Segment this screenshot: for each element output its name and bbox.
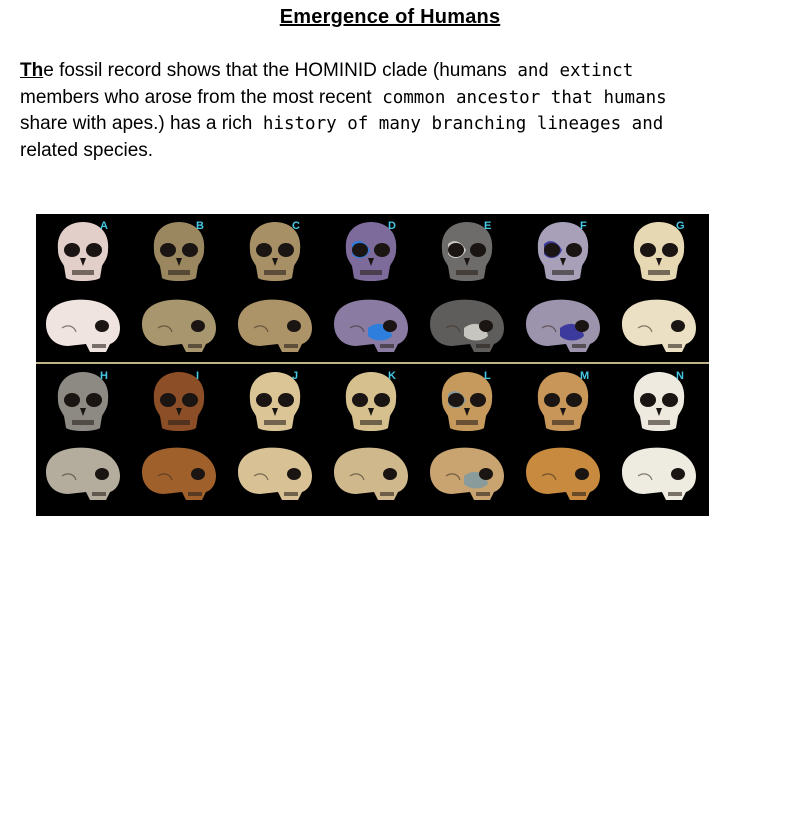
specimen-D xyxy=(326,214,422,362)
specimen-label: F xyxy=(580,220,587,232)
hominid-skull-figure xyxy=(36,214,709,516)
lead-letters: Th xyxy=(20,60,44,81)
specimen-label: K xyxy=(388,370,396,382)
para-line4: related species. xyxy=(20,139,154,161)
specimen-label: D xyxy=(388,220,396,232)
specimen-label: J xyxy=(292,370,299,382)
specimen-H xyxy=(38,364,134,512)
skull-side-view xyxy=(232,294,318,356)
specimen-M xyxy=(518,364,614,512)
page-title: Emergence of Humans xyxy=(279,6,501,28)
skull-front-view xyxy=(240,370,310,434)
skull-side-view xyxy=(136,294,222,356)
specimen-label: A xyxy=(100,220,108,232)
specimen-C xyxy=(230,214,326,362)
skull-side-view xyxy=(616,294,702,356)
specimen-F xyxy=(518,214,614,362)
specimen-K xyxy=(326,364,422,512)
specimen-label: B xyxy=(196,220,204,232)
skull-side-view xyxy=(328,442,414,504)
specimen-label: M xyxy=(580,370,590,382)
skull-side-view xyxy=(232,442,318,504)
para-line1-mono: and extinct xyxy=(517,61,634,81)
skull-side-view xyxy=(424,294,510,356)
skull-side-view xyxy=(40,442,126,504)
specimen-label: I xyxy=(196,370,200,382)
skull-side-view xyxy=(520,442,606,504)
specimen-J xyxy=(230,364,326,512)
para-line1: e fossil record shows that the HOMINID clade (humans xyxy=(43,60,507,81)
intro-paragraph xyxy=(20,58,760,164)
skull-side-view xyxy=(424,442,510,504)
specimen-I xyxy=(134,364,230,512)
skull-side-view xyxy=(136,442,222,504)
skull-side-view xyxy=(520,294,606,356)
specimen-E xyxy=(422,214,518,362)
skull-side-view xyxy=(616,442,702,504)
specimen-label: L xyxy=(484,370,491,382)
specimen-B xyxy=(134,214,230,362)
skull-side-view xyxy=(40,294,126,356)
para-line2: members who arose from the most recent xyxy=(20,86,372,108)
specimen-label: H xyxy=(100,370,108,382)
para-line2-mono: common ancestor that humans xyxy=(382,87,667,108)
specimen-A xyxy=(38,214,134,362)
specimen-label: E xyxy=(484,220,492,232)
specimen-label: N xyxy=(676,370,684,382)
skull-side-view xyxy=(328,294,414,356)
specimen-label: C xyxy=(292,220,300,232)
skull-front-view xyxy=(528,220,598,284)
specimen-N xyxy=(614,364,709,512)
specimen-label: G xyxy=(676,220,685,232)
specimen-L xyxy=(422,364,518,512)
skull-front-view xyxy=(432,370,502,434)
para-line3-mono: history of many branching lineages and xyxy=(262,114,664,134)
specimen-G xyxy=(614,214,709,362)
para-line3: share with apes.) has a rich xyxy=(20,113,253,134)
skull-front-view xyxy=(432,220,502,284)
skull-front-view xyxy=(144,370,214,434)
